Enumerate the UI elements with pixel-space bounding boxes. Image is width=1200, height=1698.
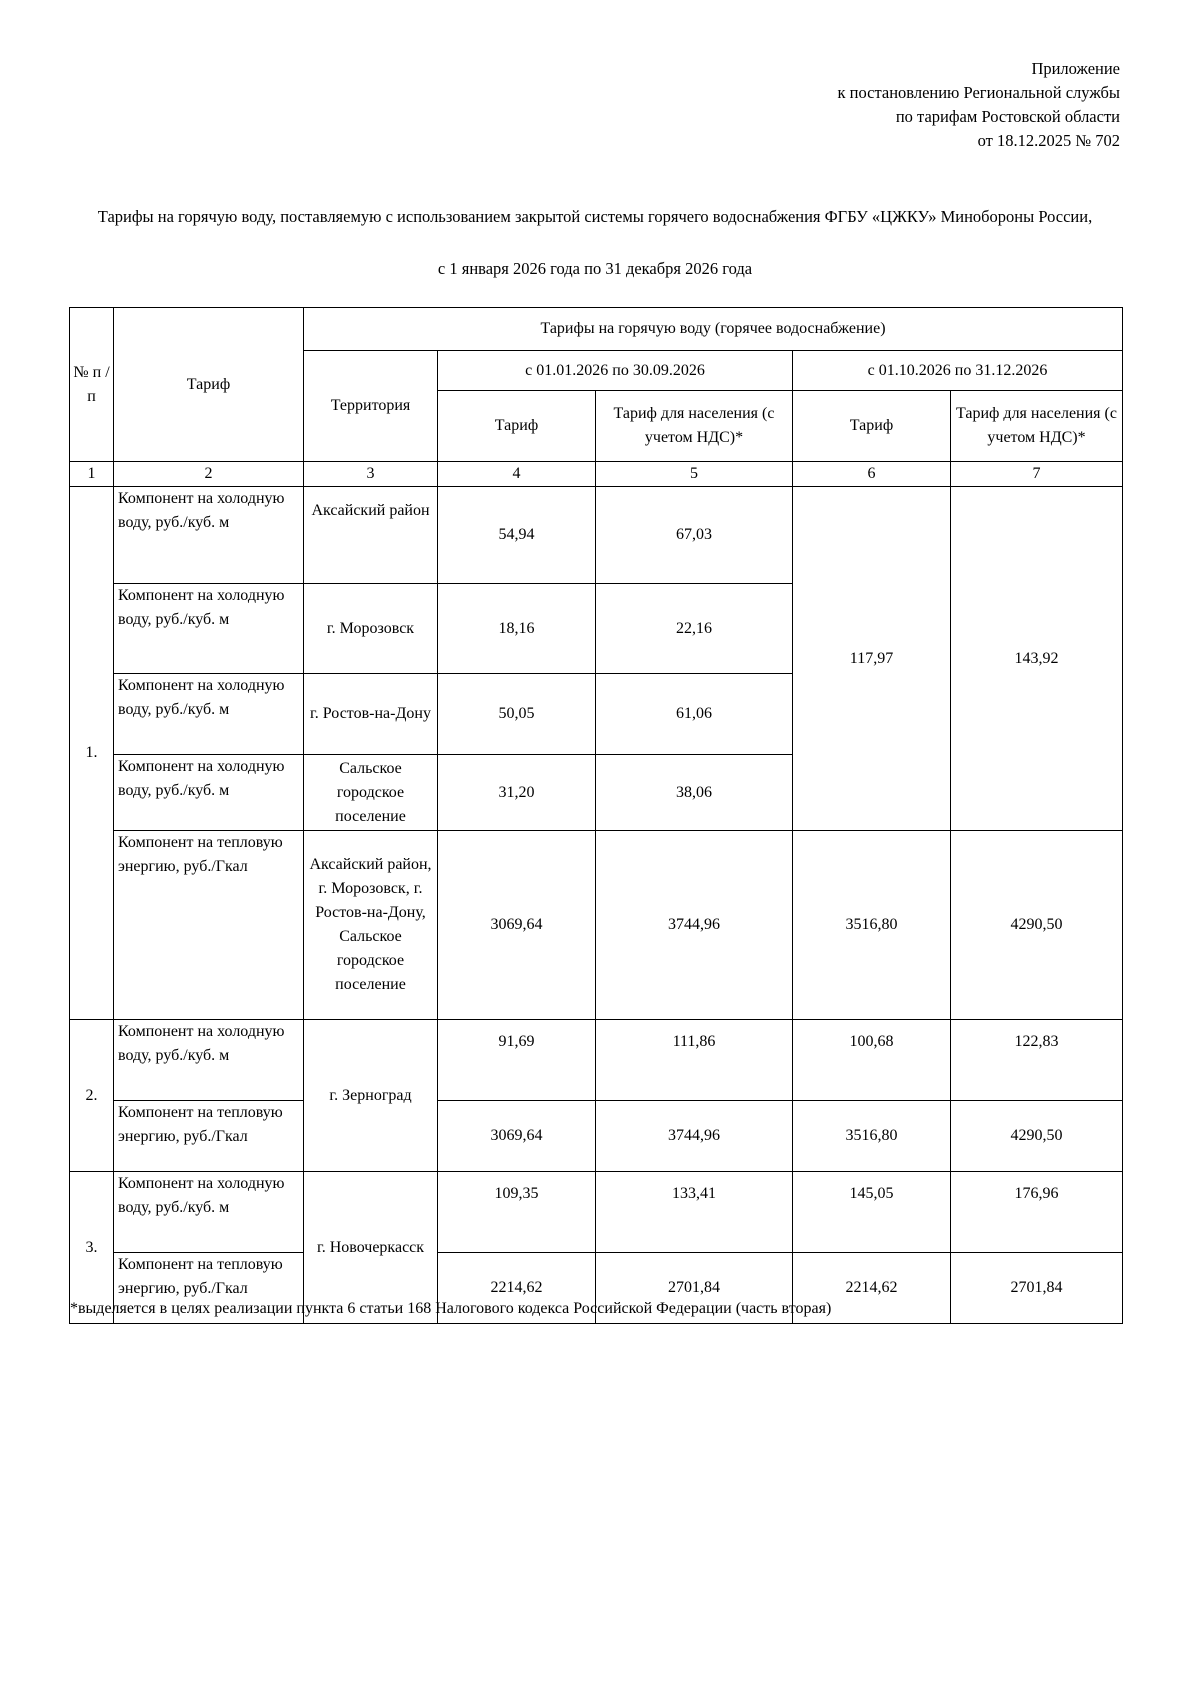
value-cell: 133,41: [596, 1172, 793, 1253]
row-number: 3.: [70, 1172, 114, 1324]
table-row: [70, 1020, 1123, 1101]
value-cell: 22,16: [596, 584, 793, 674]
tariff-name: Компонент на холодную воду, руб./куб. м: [114, 487, 304, 584]
value-cell: 145,05: [793, 1172, 951, 1253]
header-row: [70, 308, 1123, 351]
appendix-line: от 18.12.2025 № 702: [977, 131, 1120, 150]
territory-cell: г. Морозовск: [304, 584, 438, 674]
value-cell: 3069,64: [438, 1101, 596, 1172]
row-number: 2.: [70, 1020, 114, 1172]
table-row: [70, 1101, 1123, 1172]
tariff-name: Компонент на холодную воду, руб./куб. м: [114, 584, 304, 674]
tariff-name: Компонент на холодную воду, руб./куб. м: [114, 1172, 304, 1253]
header-period2: с 01.10.2026 по 31.12.2026: [793, 351, 1123, 391]
territory-cell: Аксайский район: [304, 487, 438, 584]
value-cell: 109,35: [438, 1172, 596, 1253]
value-cell: 143,92: [951, 487, 1123, 831]
value-cell: 61,06: [596, 674, 793, 755]
header-group: Тарифы на горячую воду (горячее водоснабжение): [304, 308, 1123, 351]
value-cell: 3516,80: [793, 1101, 951, 1172]
document-title: Тарифы на горячую воду, поставляемую с использованием закрытой системы горячего водоснабжения ФГБУ «ЦЖКУ» Минобороны России,: [97, 207, 1093, 226]
column-number: 7: [951, 462, 1123, 487]
tariff-name: Компонент на тепловую энергию, руб./Гкал: [114, 831, 304, 1020]
value-cell: 4290,50: [951, 1101, 1123, 1172]
value-cell: 4290,50: [951, 831, 1123, 1020]
table-row: [70, 1172, 1123, 1253]
tariff-name: Компонент на холодную воду, руб./куб. м: [114, 1020, 304, 1101]
appendix-line: к постановлению Региональной службы: [837, 83, 1120, 102]
value-cell: 3744,96: [596, 1101, 793, 1172]
value-cell: 111,86: [596, 1020, 793, 1101]
value-cell: 3744,96: [596, 831, 793, 1020]
value-cell: 18,16: [438, 584, 596, 674]
value-cell: 3069,64: [438, 831, 596, 1020]
appendix-block: [838, 57, 1121, 153]
value-cell: 67,03: [596, 487, 793, 584]
value-cell: 38,06: [596, 755, 793, 831]
appendix-line: Приложение: [1031, 59, 1120, 78]
value-cell: 100,68: [793, 1020, 951, 1101]
table-row: [70, 487, 1123, 584]
value-cell: 31,20: [438, 755, 596, 831]
territory-cell: Сальское городское поселение: [304, 755, 438, 831]
value-cell: 122,83: [951, 1020, 1123, 1101]
header-territory: Территория: [304, 351, 438, 462]
value-cell: 2214,62: [438, 1253, 596, 1324]
column-numbers-row: [70, 462, 1123, 487]
value-cell: 91,69: [438, 1020, 596, 1101]
tariffs-table: [69, 307, 1123, 1324]
column-number: 4: [438, 462, 596, 487]
document-period: с 1 января 2026 года по 31 декабря 2026 года: [437, 259, 753, 278]
value-cell: 54,94: [438, 487, 596, 584]
value-cell: 176,96: [951, 1172, 1123, 1253]
territory-cell: г. Зерноград: [304, 1020, 438, 1172]
value-cell: 50,05: [438, 674, 596, 755]
column-number: 3: [304, 462, 438, 487]
header-p1-population: Тариф для населения (с учетом НДС)*: [596, 391, 793, 462]
value-cell: 117,97: [793, 487, 951, 831]
header-period1: с 01.01.2026 по 30.09.2026: [438, 351, 793, 391]
header-num: № п /п: [70, 308, 114, 462]
footnote: *выделяется в целях реализации пункта 6 статьи 168 Налогового кодекса Российской Федерации (часть вторая): [70, 1300, 832, 1317]
appendix-line: по тарифам Ростовской области: [895, 107, 1120, 126]
column-number: 6: [793, 462, 951, 487]
tariff-name: Компонент на холодную воду, руб./куб. м: [114, 674, 304, 755]
table-row: [70, 831, 1123, 1020]
tariff-name: Компонент на холодную воду, руб./куб. м: [114, 755, 304, 831]
territory-cell: Аксайский район, г. Морозовск, г. Ростов-на-Дону, Сальское городское поселение: [304, 831, 438, 1020]
header-p2-tariff: Тариф: [793, 391, 951, 462]
value-cell: 2701,84: [951, 1253, 1123, 1324]
header-p2-population: Тариф для населения (с учетом НДС)*: [951, 391, 1123, 462]
territory-cell: г. Ростов-на-Дону: [304, 674, 438, 755]
tariff-name: Компонент на тепловую энергию, руб./Гкал: [114, 1253, 304, 1324]
column-number: 1: [70, 462, 114, 487]
row-number: 1.: [70, 487, 114, 1020]
value-cell: 3516,80: [793, 831, 951, 1020]
header-tariff: Тариф: [114, 308, 304, 462]
column-number: 2: [114, 462, 304, 487]
value-cell: 2701,84: [596, 1253, 793, 1324]
value-cell: 2214,62: [793, 1253, 951, 1324]
tariff-name: Компонент на тепловую энергию, руб./Гкал: [114, 1101, 304, 1172]
territory-cell: г. Новочеркасск: [304, 1172, 438, 1324]
column-number: 5: [596, 462, 793, 487]
header-p1-tariff: Тариф: [438, 391, 596, 462]
